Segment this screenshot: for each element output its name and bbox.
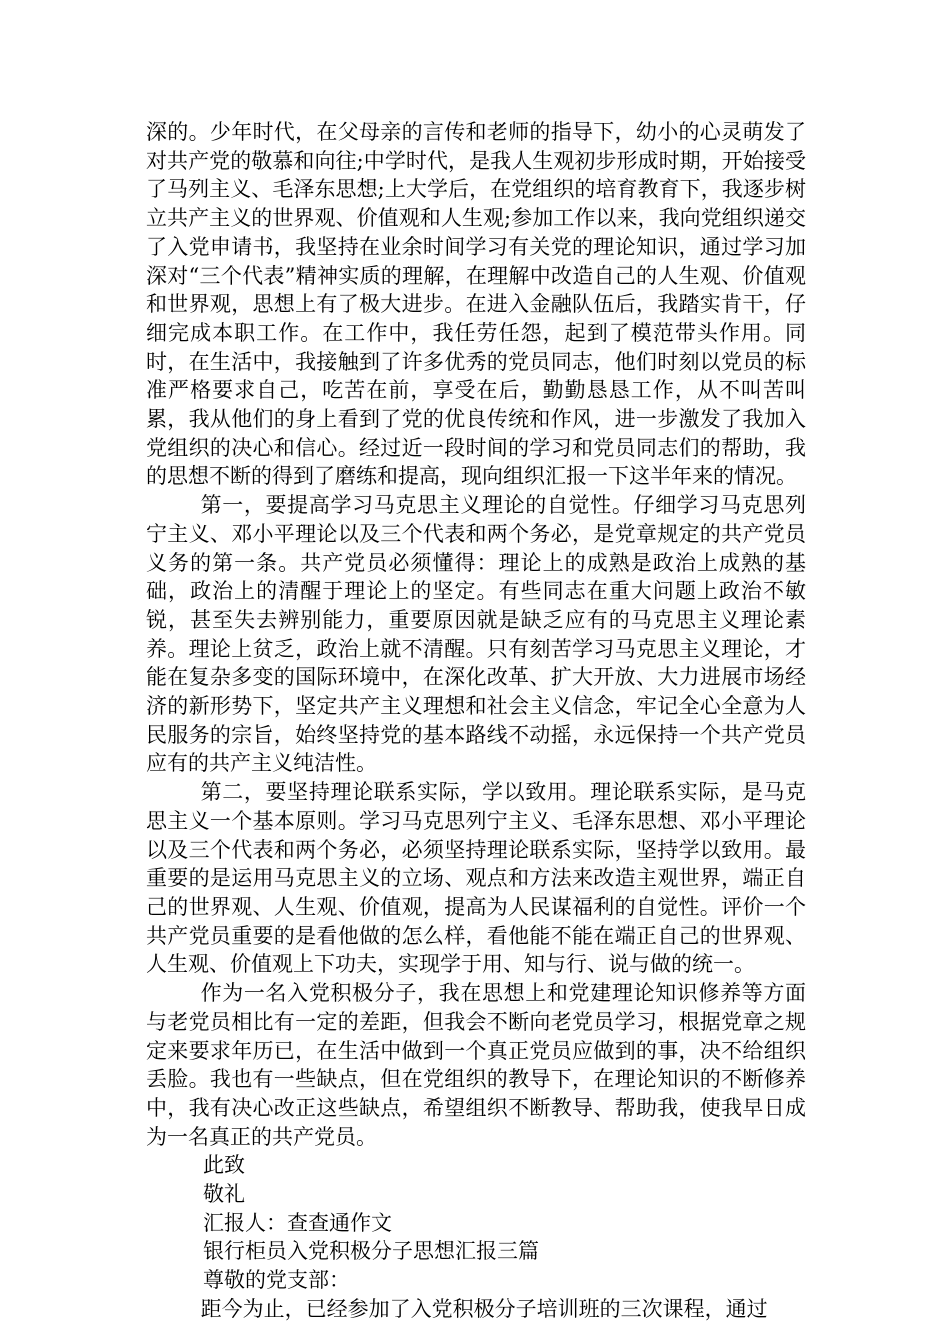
closing-regards: 敬礼 xyxy=(203,1182,245,1207)
paragraph-intro: 深的。少年时代，在父母亲的言传和老师的指导下，幼小的心灵萌发了对共产党的敬慕和向往;中学时代，是我人生观初步形成时期，开始接受了马列主义、毛泽东思想;上大学后，在党组织的培育教育下，我逐步树立共产主义的世界观、价值观和人生观;参加工作以来，我向党组织递交了入党申请书，我坚持在业余时间学习有关党的理论知识，通过学习加深对“三个代表”精神实质的理解，在理解中改造自己的人生观、价值观和世界观，思想上有了极大进步。在进入金融队伍后，我踏实肯干，仔细完成本职工作。在工作中，我任劳任怨，起到了模范带头作用。同时，在生活中，我接触到了许多优秀的党员同志，他们时刻以党员的标准严格要求自己，吃苦在前，享受在后，勤勤恳恳工作，从不叫苦叫累，我从他们的身上看到了党的优良传统和作风，进一步激发了我加入党组织的决心和信心。经过近一段时间的学习和党员同志们的帮助，我的思想不断的得到了磨练和提高，现向组织汇报一下这半年来的情况。 xyxy=(146,120,806,489)
closing-salutation: 此致 xyxy=(203,1153,245,1178)
document-body xyxy=(146,118,806,1324)
next-article-greeting: 尊敬的党支部： xyxy=(203,1268,350,1293)
closing-reporter: 汇报人：查查通作文 xyxy=(203,1210,392,1235)
next-article-title: 银行柜员入党积极分子思想汇报三篇 xyxy=(203,1239,539,1264)
next-article-paragraph: 距今为止，已经参加了入党积极分子培训班的三次课程，通过 xyxy=(200,1296,768,1321)
paragraph-conclusion: 作为一名入党积极分子，我在思想上和党建理论知识修养等方面与老党员相比有一定的差距，但我会不断向老党员学习，根据党章之规定来要求年历已，在生活中做到一个真正党员应做到的事，决不给组织丢脸。我也有一些缺点，但在党组织的教导下，在理论知识的不断修养中，我有决心改正这些缺点，希望组织不断教导、帮助我，使我早日成为一名真正的共产党员。 xyxy=(146,981,806,1149)
paragraph-second-point: 第二，要坚持理论联系实际，学以致用。理论联系实际，是马克思主义一个基本原则。学习马克思列宁主义、毛泽东思想、邓小平理论以及三个代表和两个务必，必须坚持理论联系实际，坚持学以致用。最重要的是运用马克思主义的立场、观点和方法来改造主观世界，端正自己的世界观、人生观、价值观，提高为人民谋福利的自觉性。评价一个共产党员重要的是看他做的怎么样，看他能不能在端正自己的世界观、人生观、价值观上下功夫，实现学于用、知与行、说与做的统一。 xyxy=(146,780,806,977)
paragraph-first-point: 第一，要提高学习马克思主义理论的自觉性。仔细学习马克思列宁主义、邓小平理论以及三个代表和两个务必，是党章规定的共产党员义务的第一条。共产党员必须懂得：理论上的成熟是政治上成熟的基础，政治上的清醒于理论上的坚定。有些同志在重大问题上政治不敏锐，甚至失去辨别能力，重要原因就是缺乏应有的马克思主义理论素养。理论上贫乏，政治上就不清醒。只有刻苦学习马克思主义理论，才能在复杂多变的国际环境中，在深化改革、扩大开放、大力进展市场经济的新形势下，坚定共产主义理想和社会主义信念，牢记全心全意为人民服务的宗旨，始终坚持党的基本路线不动摇，永远保持一个共产党员应有的共产主义纯洁性。 xyxy=(146,493,806,776)
